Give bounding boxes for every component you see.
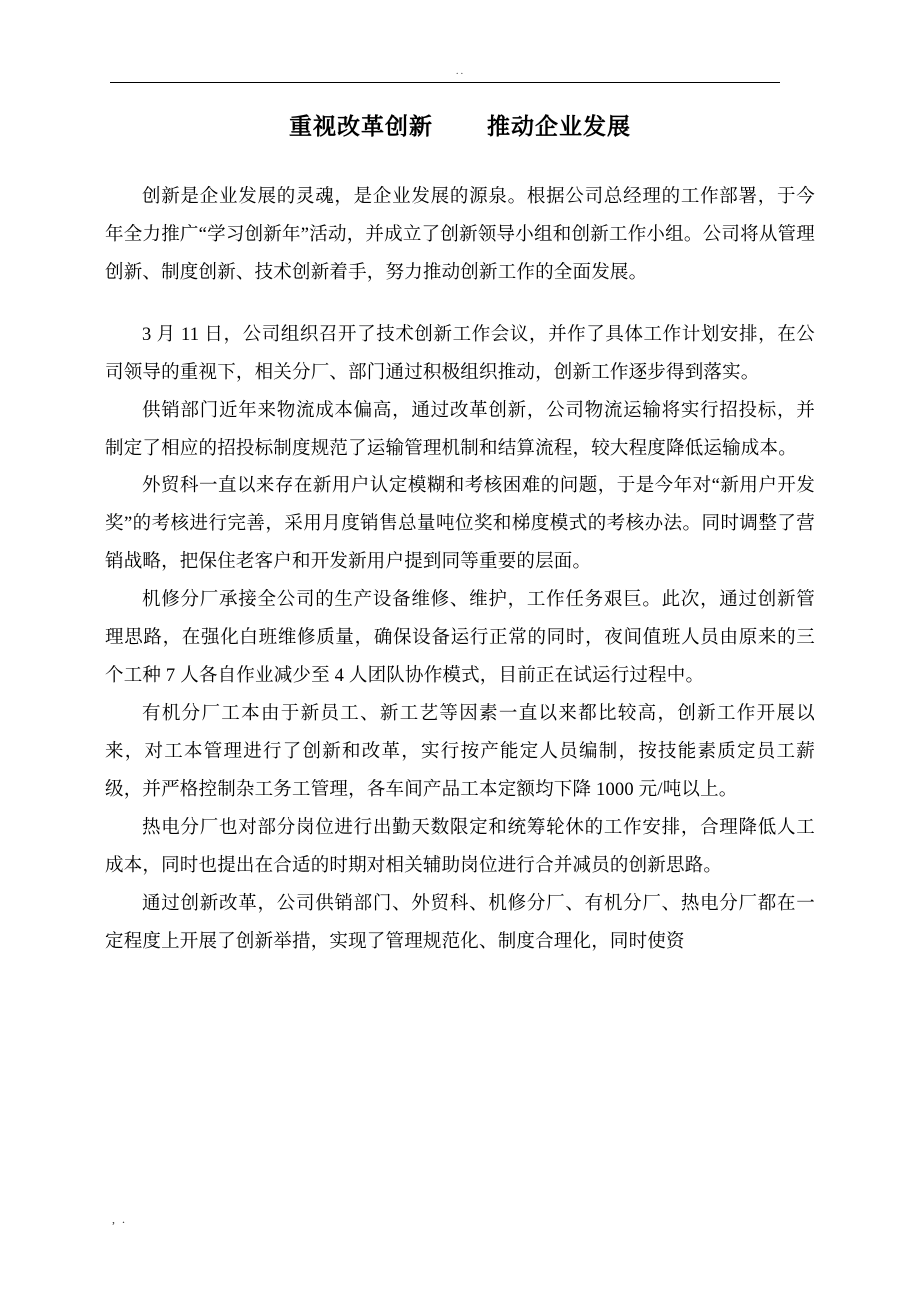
header-divider: [110, 82, 780, 83]
paragraph-supply-marketing: 供销部门近年来物流成本偏高，通过改革创新，公司物流运输将实行招投标，并制定了相应的招投标制度规范了运输管理机制和结算流程，较大程度降低运输成本。: [105, 400, 815, 459]
paragraph-thermal-branch: 热电分厂也对部分岗位进行出勤天数限定和统筹轮休的工作安排，合理降低人工成本，同时也提出在合适的时期对相关辅助岗位进行合并减员的创新思路。: [105, 817, 815, 876]
paragraph-repair-branch: 机修分厂承接全公司的生产设备维修、维护，工作任务艰巨。此次，通过创新管理思路，在强化白班维修质量，确保设备运行正常的同时，夜间值班人员由原来的三个工种 7 人各自作业减少至 4 人团队协作模式，目前正在试运行过程中。: [105, 590, 815, 687]
document-body: [105, 141, 815, 961]
header-mark: ··: [455, 68, 465, 80]
paragraph-summary: 通过创新改革，公司供销部门、外贸科、机修分厂、有机分厂、热电分厂都在一定程度上开展了创新举措，实现了管理规范化、制度合理化，同时使资: [105, 893, 815, 952]
page-title-part1: 重视改革创新: [289, 114, 433, 140]
paragraph-foreign-trade: 外贸科一直以来存在新用户认定模糊和考核困难的问题，于是今年对“新用户开发奖”的考核进行完善，采用月度销售总量吨位奖和梯度模式的考核办法。同时调整了营销战略，把保住老客户和开发新用户提到同等重要的层面。: [105, 476, 815, 573]
paragraph-organic-branch: 有机分厂工本由于新员工、新工艺等因素一直以来都比较高，创新工作开展以来，对工本管理进行了创新和改革，实行按产能定人员编制，按技能素质定员工薪级，并严格控制杂工务工管理，各车间产品工本定额均下降 1000 元/吨以上。: [105, 703, 815, 800]
paragraph-meeting: 3 月 11 日，公司组织召开了技术创新工作会议，并作了具体工作计划安排，在公司领导的重视下，相关分厂、部门通过积极组织推动，创新工作逐步得到落实。: [105, 324, 815, 383]
paragraph-intro: 创新是企业发展的灵魂，是企业发展的源泉。根据公司总经理的工作部署，于今年全力推广“学习创新年”活动，并成立了创新领导小组和创新工作小组。公司将从管理创新、制度创新、技术创新着手，努力推动创新工作的全面发展。: [105, 187, 815, 283]
page-title-part2: 推动企业发展: [487, 114, 631, 140]
footer-mark: , .: [112, 1212, 127, 1226]
